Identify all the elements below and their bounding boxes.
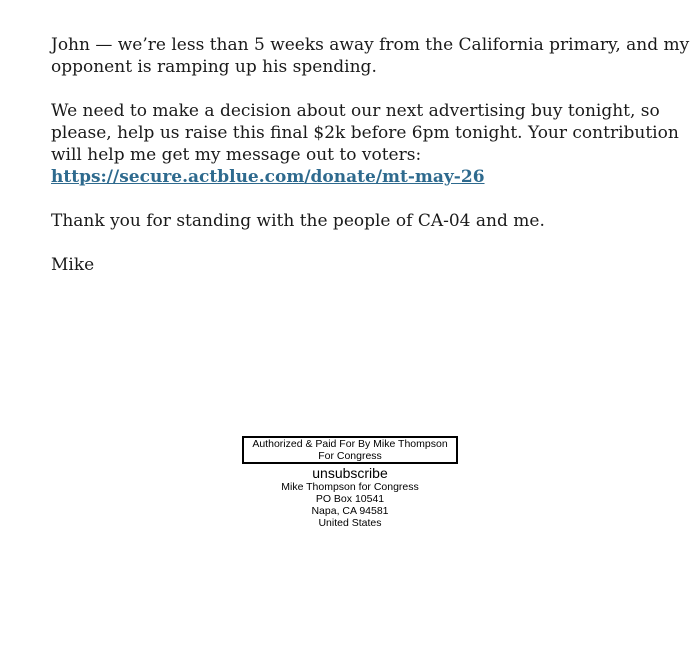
- body-text-line: John — we’re less than 5 weeks away from the California primary, and my: [51, 35, 690, 55]
- sender-po-box: PO Box 10541: [315, 493, 385, 505]
- thanks-paragraph: [51, 210, 651, 232]
- donate-link[interactable]: https://secure.actblue.com/donate/mt-may-26: [51, 167, 485, 187]
- email-body: [51, 34, 690, 298]
- paid-for-disclaimer: [242, 436, 458, 464]
- intro-paragraph: [51, 34, 690, 78]
- body-text-line: Thank you for standing with the people of CA-04 and me.: [51, 211, 545, 231]
- sender-country: United States: [318, 517, 382, 529]
- body-text-line: please, help us raise this final $2k before 6pm tonight. Your contribution: [51, 123, 679, 143]
- appeal-paragraph: [51, 100, 679, 188]
- body-text-line: will help me get my message out to voters:: [51, 145, 422, 165]
- sender-city: Napa, CA 94581: [311, 505, 389, 517]
- signature-name: Mike: [51, 255, 95, 275]
- signature: [51, 254, 651, 276]
- email-footer: [0, 436, 700, 529]
- unsubscribe-link[interactable]: unsubscribe: [312, 465, 388, 481]
- disclaimer-line: For Congress: [318, 450, 382, 462]
- body-text-line: opponent is ramping up his spending.: [51, 57, 377, 77]
- body-text-line: We need to make a decision about our next advertising buy tonight, so: [51, 101, 660, 121]
- sender-name: Mike Thompson for Congress: [281, 481, 419, 493]
- disclaimer-line: Authorized & Paid For By Mike Thompson: [252, 438, 448, 450]
